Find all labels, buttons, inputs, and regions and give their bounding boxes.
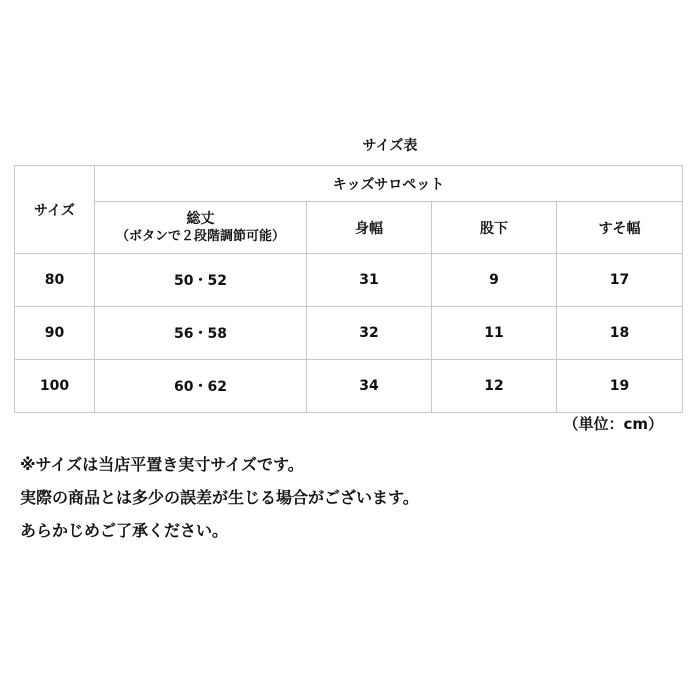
- inseam-cell: 11: [432, 307, 557, 360]
- length-label: 総丈: [186, 210, 215, 227]
- note-line: 実際の商品とは多少の誤差が生じる場合がございます。: [20, 488, 419, 507]
- size-cell: 100: [15, 360, 95, 413]
- table-header-row: [15, 166, 683, 202]
- size-chart-title: サイズ表: [362, 138, 418, 154]
- table-row: [15, 360, 683, 413]
- hem-cell: 17: [557, 254, 683, 307]
- table-row: [15, 254, 683, 307]
- note-line: あらかじめご了承ください。: [20, 521, 229, 540]
- product-group-header: キッズサロペット: [95, 166, 683, 202]
- note-line: ※サイズは当店平置き実寸サイズです。: [20, 455, 304, 474]
- length-header: [95, 202, 307, 254]
- chest-cell: 32: [307, 307, 432, 360]
- inseam-header: 股下: [432, 202, 557, 254]
- size-table: [14, 165, 683, 413]
- hem-width-header: すそ幅: [557, 202, 683, 254]
- notes-block: [20, 448, 419, 547]
- hem-cell: 18: [557, 307, 683, 360]
- table-row: [15, 307, 683, 360]
- length-cell: 50・52: [95, 254, 307, 307]
- inseam-cell: 9: [432, 254, 557, 307]
- size-cell: 90: [15, 307, 95, 360]
- table-subheader-row: [15, 202, 683, 254]
- chest-cell: 34: [307, 360, 432, 413]
- chest-cell: 31: [307, 254, 432, 307]
- unit-label: （単位：cm）: [563, 415, 663, 433]
- inseam-cell: 12: [432, 360, 557, 413]
- length-cell: 60・62: [95, 360, 307, 413]
- size-header: サイズ: [15, 166, 95, 254]
- chest-width-header: 身幅: [307, 202, 432, 254]
- length-cell: 56・58: [95, 307, 307, 360]
- size-cell: 80: [15, 254, 95, 307]
- length-adjust-note: （ボタンで２段階調節可能）: [115, 228, 285, 244]
- hem-cell: 19: [557, 360, 683, 413]
